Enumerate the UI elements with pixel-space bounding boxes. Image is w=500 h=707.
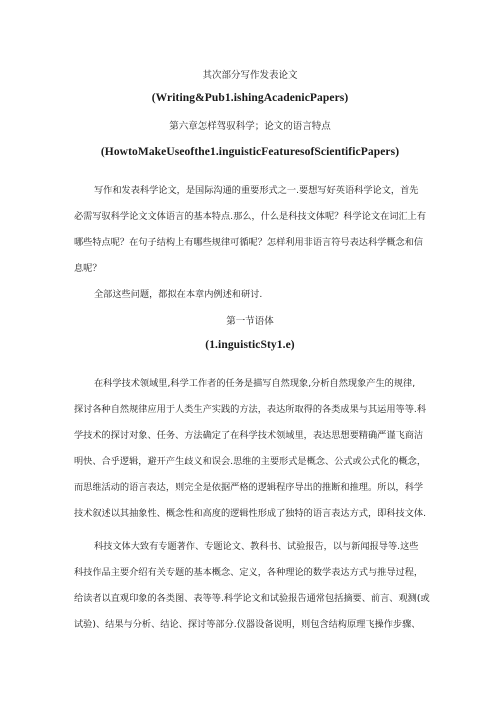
section-paragraph-line: 在科学技术领域里,科学工作者的任务是描写自然现象,分析自然现象产生的规律, [94, 378, 416, 389]
section-paragraph-2-line: 试验)、结果与分析、结论、探讨等部分.仪器设备说明，则包含结构原理飞操作步骤、 [74, 619, 421, 630]
section-paragraph-line: 而思维活动的语言表达，则完全是依据严格的逻辑程序导出的推断和推理。所以，科学 [74, 482, 424, 493]
chapter-title-english: (HowtoMakeUseofthe1.inguisticFeaturesofScientificPapers) [100, 146, 400, 158]
section-paragraph-line: 学技术的探讨对象、任务、方法确定了在科学技术领域里，表达思想要精确严谨飞商洁 [74, 430, 424, 441]
section-title-english: (1.inguisticSty1.e) [205, 339, 295, 351]
section-paragraph-line: 明快、合乎逻辑，避开产生歧义和误会.思维的主要形式是概念、公式或公式化的概念， [74, 456, 427, 467]
intro-paragraph-line: 写作和发表科学论文，是国际沟通的重要形式之一.要想写好英语科学论文，首先 [94, 185, 419, 196]
section-paragraph-line: 技术叙述以其抽象性、概念性和高度的逻辑性形成了独特的语言表达方式，即科技文体. [74, 508, 427, 519]
part-title: 其次部分写作发表论文 [202, 70, 298, 81]
section-paragraph-line: 探讨各种自然规律应用于人类生产实践的方法，表达所取得的各类成果与其运用等等.科 [74, 404, 427, 415]
section-paragraph-2-line: 科技作品主要介绍有关专题的基本概念、定义，各种理论的数学表达方式与推导过程， [74, 567, 424, 578]
section-title: 第一节语体 [226, 316, 274, 327]
intro-paragraph-line: 必需写驭科学论文文体语言的基本特点.那么，什么是科技文体呢？科学论文在词汇上有 [74, 211, 427, 222]
chapter-title: 第六章怎样驾驭科学；论文的语言特点 [169, 121, 331, 132]
intro-paragraph-line: 息呢？ [74, 263, 102, 274]
intro-paragraph-2: 全部这些问题，都拟在本章内例述和研讨. [94, 289, 263, 300]
intro-paragraph-line: 哪些特点呢？在句子结构上有哪些规律可循呢？怎样利用非语言符号表达科学概念和信 [74, 237, 424, 248]
section-paragraph-2-line: 给读者以直观印象的各类图、表等等.科学论文和试验报告通常包括摘要、前言、观测(或 [74, 593, 430, 604]
part-title-english: (Writing&Pub1.ishingAcadenicPapers) [151, 92, 349, 104]
section-paragraph-2-line: 科技文体大致有专题著作、专题论文、教科书、试验报告，以与新闻报导等.这些 [94, 541, 419, 552]
